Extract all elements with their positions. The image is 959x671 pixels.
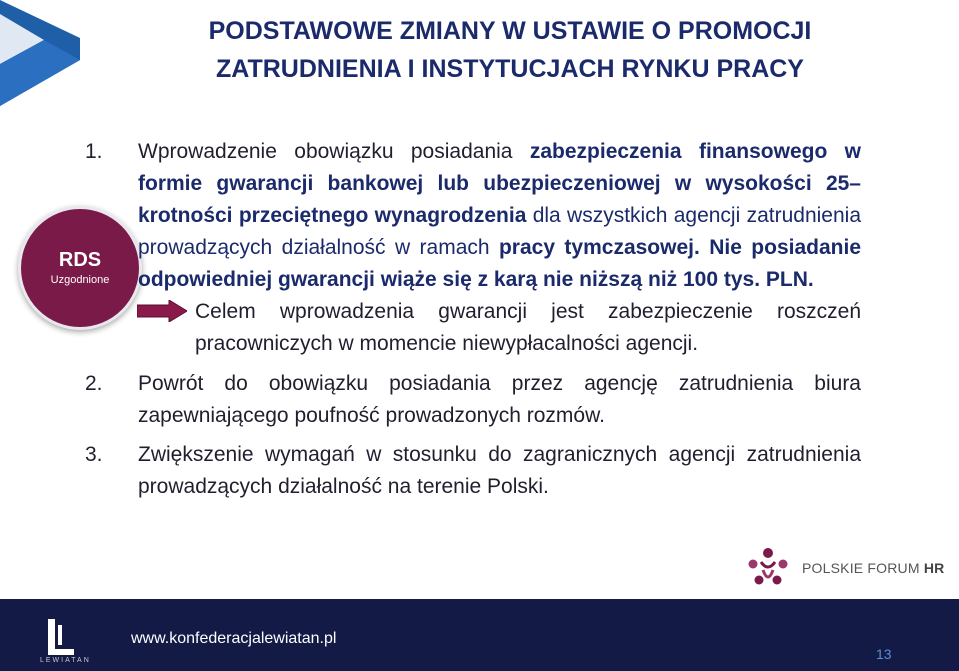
item-text-bold: pracy tymczasowej. Nie posiadanie odpowiedniej gwarancji wiąże się z karą nie niższą niż 100 tys. PLN. xyxy=(138,236,862,291)
page-number: 13 xyxy=(876,646,892,662)
item-text-bold: zabezpieczenia finansowego w formie gwarancji bankowej lub ubezpieczeniowej w wysokości 25–krotności przeciętnego wynagrodzenia xyxy=(138,140,861,227)
badge-label: RDS xyxy=(58,249,102,271)
item-number: 3. xyxy=(85,443,103,466)
people-circle-icon xyxy=(745,546,791,590)
item-text-blue: dla wszystkich agencji zatrudnienia prowadzących działalność w ramach xyxy=(138,204,861,259)
partner-name-main: POLSKIE FORUM xyxy=(802,560,924,576)
partner-logo xyxy=(745,546,945,590)
item-text: Powrót do obowiązku posiadania przez agencję zatrudnienia biura zapewniającego poufność prowadzonych rozmów. xyxy=(138,372,861,427)
item-text: Zwiększenie wymagań w stosunku do zagranicznych agencji zatrudnienia prowadzących działalność na terenie Polski. xyxy=(138,443,861,498)
arrow-right-icon xyxy=(137,300,187,322)
corner-logo-icon xyxy=(0,0,80,110)
list-item xyxy=(85,439,861,503)
list-item xyxy=(85,368,861,432)
item-text: Wprowadzenie obowiązku posiadania xyxy=(138,140,530,163)
slide-content xyxy=(85,136,861,503)
footer xyxy=(0,599,959,671)
title-line-2: ZATRUDNIENIA I INSTYTUCJACH RYNKU PRACY xyxy=(216,55,804,83)
slide-title xyxy=(160,12,860,88)
item-number: 1. xyxy=(85,140,103,163)
note-text: Celem wprowadzenia gwarancji jest zabezpieczenie roszczeń pracowniczych w momencie niewypłacalności agencji. xyxy=(195,300,861,355)
partner-name xyxy=(802,560,944,576)
partner-name-bold: HR xyxy=(923,560,945,576)
item-note xyxy=(85,296,861,360)
item-number: 2. xyxy=(85,372,103,395)
logo-text: LEWIATAN xyxy=(40,657,91,664)
badge-status: Uzgodnione xyxy=(50,274,110,286)
list-item xyxy=(85,136,861,296)
title-line-1: PODSTAWOWE ZMIANY W USTAWIE O PROMOCJI xyxy=(208,17,812,45)
website-link[interactable]: www.konfederacjalewiatan.pl xyxy=(131,630,337,647)
